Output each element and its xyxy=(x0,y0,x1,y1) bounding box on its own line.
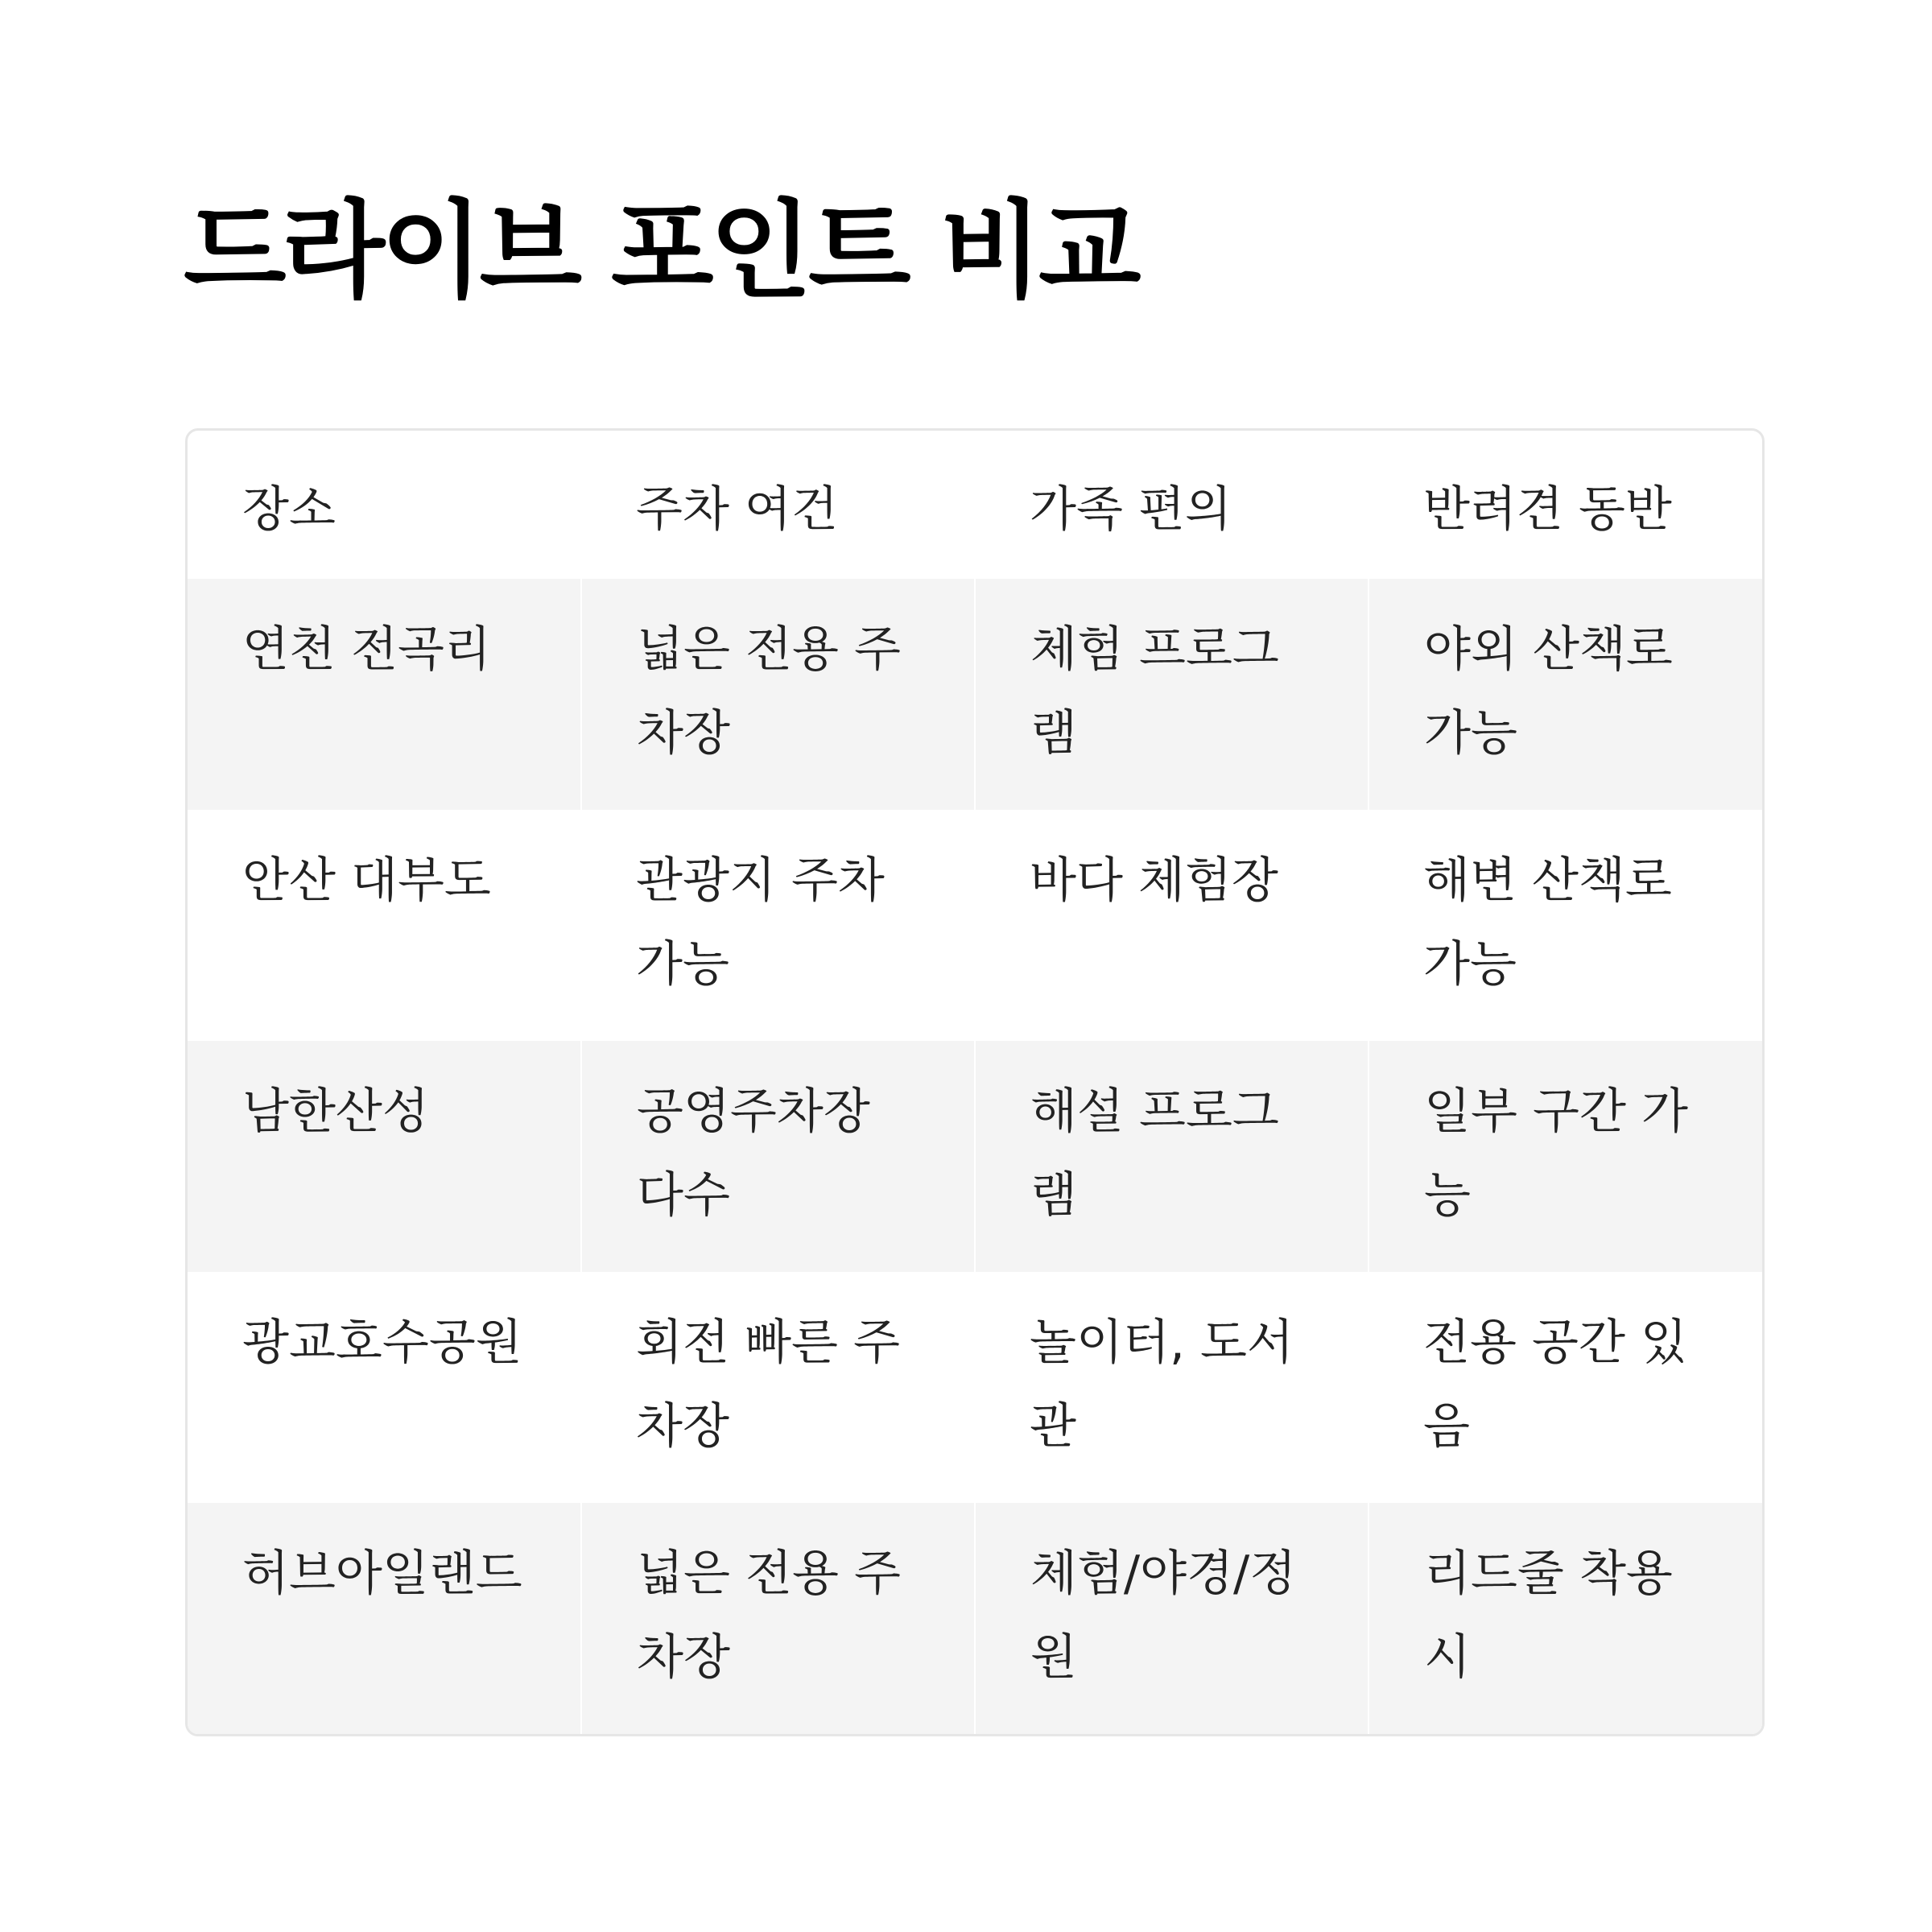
cell-place: 연천 전곡리 xyxy=(188,579,581,810)
cell-pet: 해변 산책로 가능 xyxy=(1368,810,1762,1041)
cell-parking: 넓은 전용 주차장 xyxy=(581,1503,975,1734)
cell-parking: 공영주차장 다수 xyxy=(581,1041,975,1272)
cell-parking: 관광지 주차 가능 xyxy=(581,810,975,1041)
cell-family: 바다 체험장 xyxy=(975,810,1368,1041)
cell-family: 체험 프로그램 xyxy=(975,579,1368,810)
cell-parking: 넓은 전용 주차장 xyxy=(581,579,975,810)
header-place: 장소 xyxy=(242,481,336,538)
header-parking: 주차 여건 xyxy=(636,481,838,538)
header-family: 가족 편의 xyxy=(1030,481,1232,538)
cell-place: 허브아일랜드 xyxy=(188,1503,581,1734)
cell-place: 남한산성 xyxy=(188,1041,581,1272)
table-row xyxy=(188,810,1762,1041)
cell-parking: 회전 빠른 주차장 xyxy=(581,1272,975,1503)
table-row xyxy=(188,1503,1762,1734)
cell-place: 광교호수공원 xyxy=(188,1272,581,1503)
cell-pet: 전용 공간 있음 xyxy=(1368,1272,1762,1503)
table-row xyxy=(188,579,1762,810)
cell-pet: 일부 구간 가능 xyxy=(1368,1041,1762,1272)
cell-place: 안산 대부도 xyxy=(188,810,581,1041)
page-title: 드라이브 포인트 비교 xyxy=(184,189,1137,313)
cell-family: 체험/야경/정원 xyxy=(975,1503,1368,1734)
cell-pet: 야외 산책로 가능 xyxy=(1368,579,1762,810)
comparison-table xyxy=(185,428,1765,1736)
cell-family: 해설 프로그램 xyxy=(975,1041,1368,1272)
cell-pet: 리드줄 착용 시 xyxy=(1368,1503,1762,1734)
table-header-row xyxy=(188,431,1762,579)
table-row xyxy=(188,1272,1762,1503)
cell-family: 놀이터, 도서관 xyxy=(975,1272,1368,1503)
table-row xyxy=(188,1041,1762,1272)
header-pet: 반려견 동반 xyxy=(1423,481,1672,538)
